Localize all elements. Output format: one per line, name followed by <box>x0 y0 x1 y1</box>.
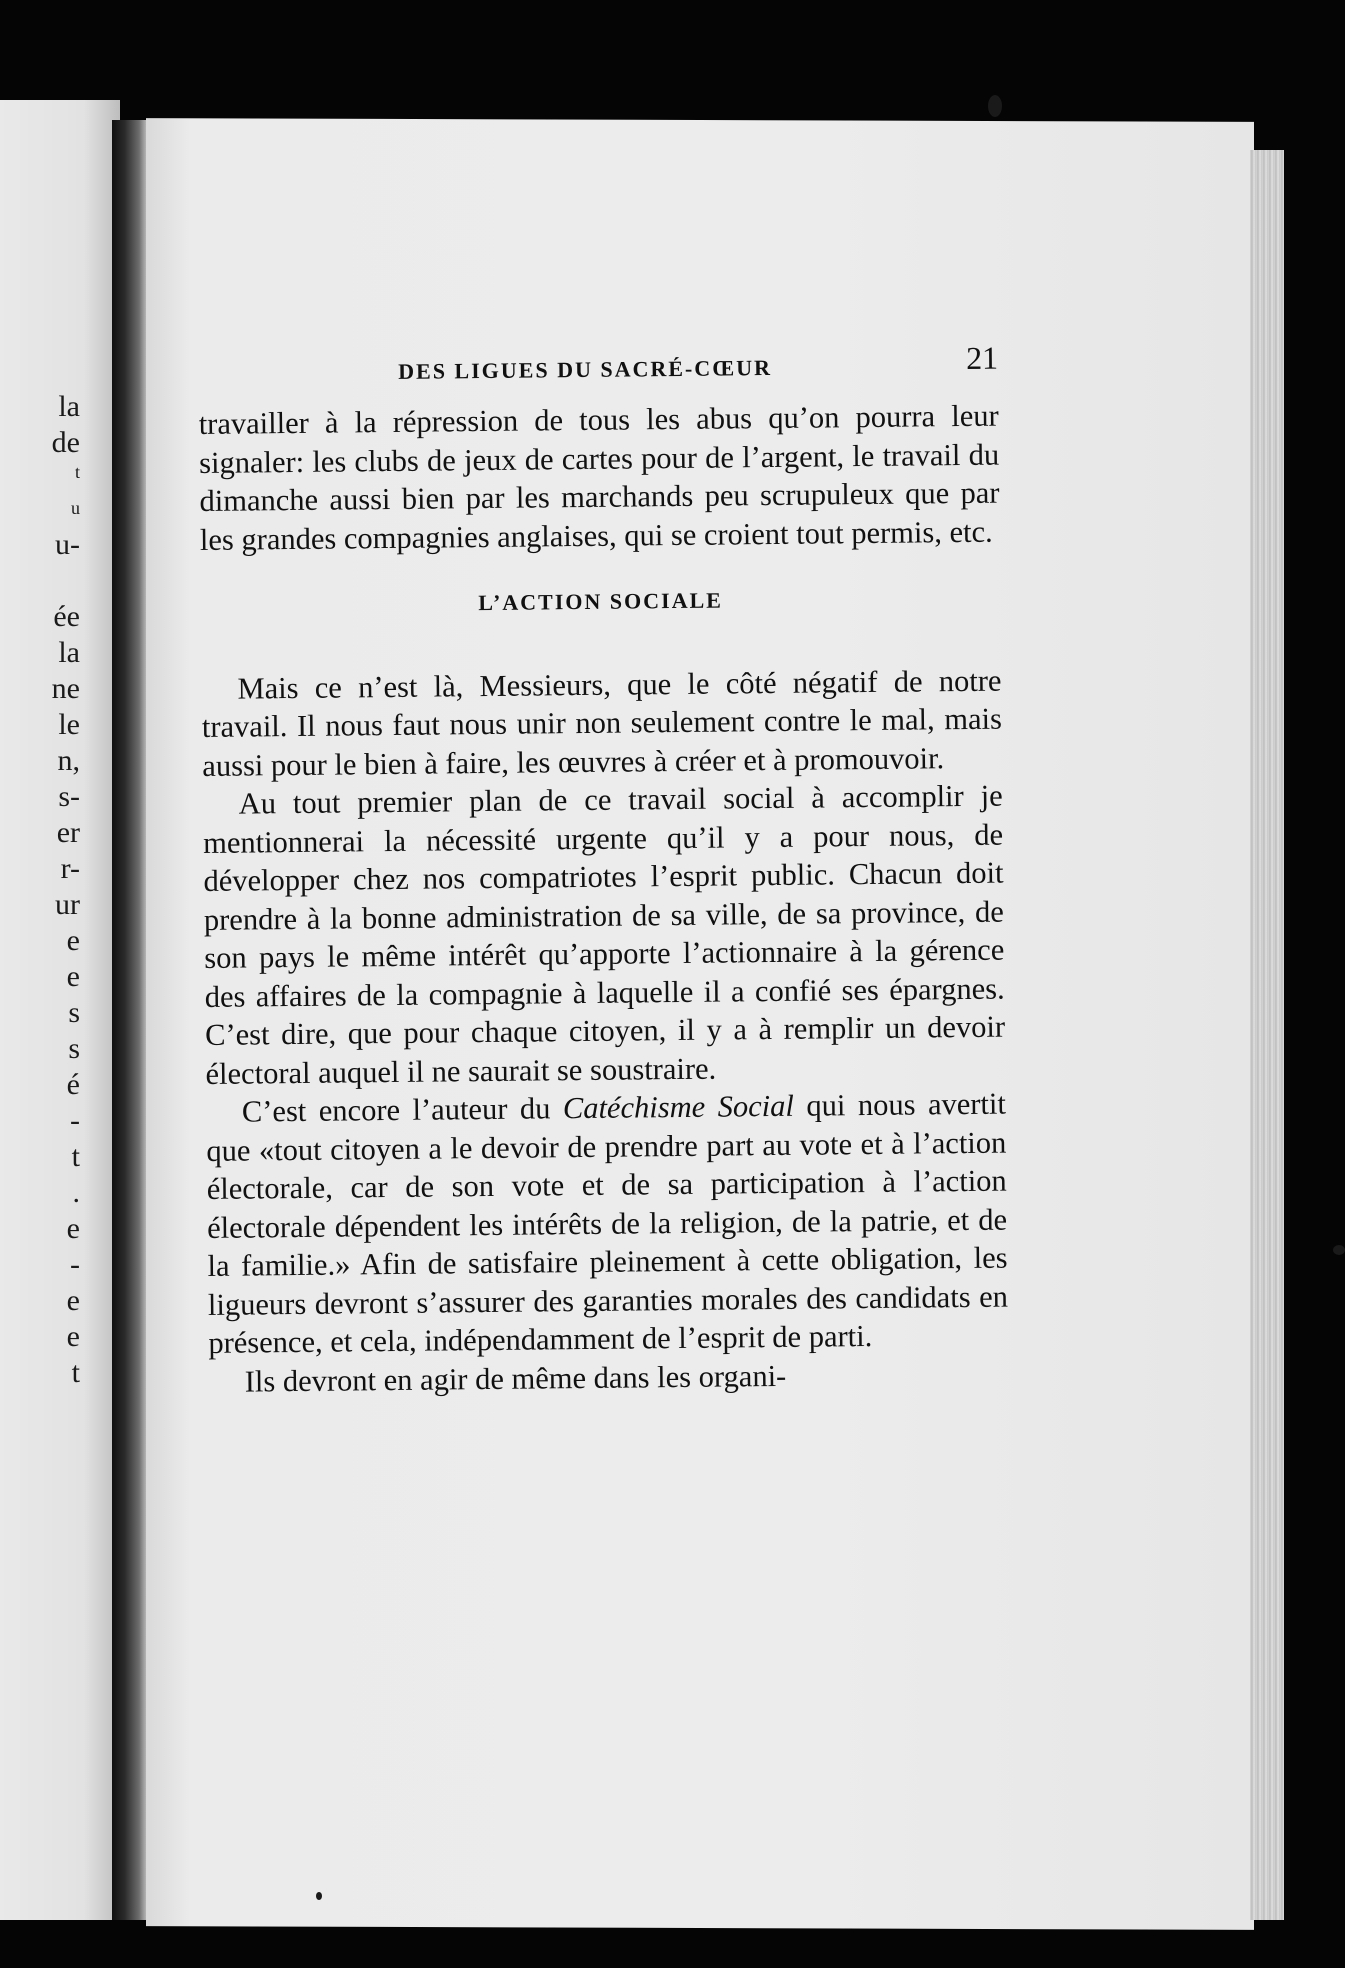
left-line-fragment: t <box>74 462 80 482</box>
scan-speck <box>988 95 1002 117</box>
left-line-fragment: e <box>66 1212 80 1245</box>
page-number: 21 <box>965 339 999 376</box>
left-line-fragment: e <box>66 960 80 993</box>
left-line-fragment: s <box>68 996 80 1029</box>
left-line-fragment: s- <box>58 780 80 813</box>
page-edges <box>1250 150 1284 1920</box>
left-line-fragment: la <box>58 390 80 423</box>
left-page-fragment <box>0 100 120 1920</box>
left-line-fragment: e <box>66 1320 80 1353</box>
left-line-fragment: - <box>70 1104 80 1137</box>
left-line-fragment: e <box>66 924 80 957</box>
left-line-fragment: t <box>71 1140 80 1173</box>
left-line-fragment: t <box>71 1356 80 1389</box>
book-title-italic: Catéchisme Social <box>562 1088 795 1126</box>
left-line-fragment: é <box>66 1068 80 1101</box>
scan-speck <box>1333 1245 1345 1255</box>
paragraph: Au tout premier plan de ce travail social à accomplir je mentionnerai la nécessité urgente qu’il y a pour nous, de développer chez nos compatriotes l’esprit public. Chacun doit prendre à la bonne administration de sa ville, de sa province, de son pays le même intérêt qu’apporte l’actionnaire à la gérence des affaires de la compagnie à laquelle il a confié ses épargnes. C’est dire, que pour chaque citoyen, il y a à remplir un devoir électoral auquel il ne saurait se soustraire. <box>202 778 1006 1091</box>
section-heading: L’ACTION SOCIALE <box>478 587 723 616</box>
running-title: DES LIGUES DU SACRÉ-CŒUR <box>398 354 773 384</box>
left-line-fragment: er <box>56 816 80 849</box>
paragraph: travailler à la répression de tous les abus qu’on pourra leur signaler: les clubs de jeux de cartes pour de l’argent, le travail du dimanche aussi bien par les marchands peu scrupuleux que par les grandes compagnies anglaises, qui se croient tout permis, etc. <box>198 398 1000 557</box>
left-line-fragment: r- <box>60 852 80 885</box>
left-line-fragment: n, <box>57 744 80 777</box>
left-line-fragment: . <box>72 1176 80 1209</box>
left-line-fragment: ne <box>51 672 80 705</box>
left-line-fragment: u- <box>55 528 80 561</box>
left-line-fragment: le <box>58 708 80 741</box>
paragraph: Ils devront en agir de même dans les organi- <box>244 1358 787 1399</box>
paragraph <box>206 1085 1009 1363</box>
left-line-fragment: la <box>58 636 80 669</box>
page-text <box>198 339 1009 1401</box>
running-header <box>198 339 999 405</box>
left-line-fragment: ée <box>53 600 80 633</box>
left-line-fragment: s <box>68 1032 80 1065</box>
left-line-fragment: ur <box>55 888 80 921</box>
book-spine-shadow <box>112 120 148 1920</box>
left-line-fragment: de <box>51 426 80 459</box>
left-line-fragment: e <box>66 1284 80 1317</box>
paragraph: Mais ce n’est là, Messieurs, que le côté négatif de notre travail. Il nous faut nous unir non seulement contre le mal, mais aussi pour le bien à faire, les œuvres à créer et à promouvoir. <box>201 663 1003 783</box>
paragraph-text: qui nous avertit que «tout citoyen a le devoir de prendre part au vote et à l’action électorale, car de son vote et de sa participation à l’action électorale dépendent les intérêts de la religion, de la patrie, et de la familie.» Afin de satisfaire pleinement à cette obligation, les ligueurs devront s’assurer des garanties morales des candidats en présence, et cela, indépendamment de l’esprit de parti. <box>206 1086 1009 1360</box>
scan-speck <box>316 1892 322 1900</box>
left-line-fragment: u <box>71 498 80 518</box>
paragraph-text: C’est encore l’auteur du <box>241 1091 564 1129</box>
left-line-fragment: - <box>70 1248 80 1281</box>
